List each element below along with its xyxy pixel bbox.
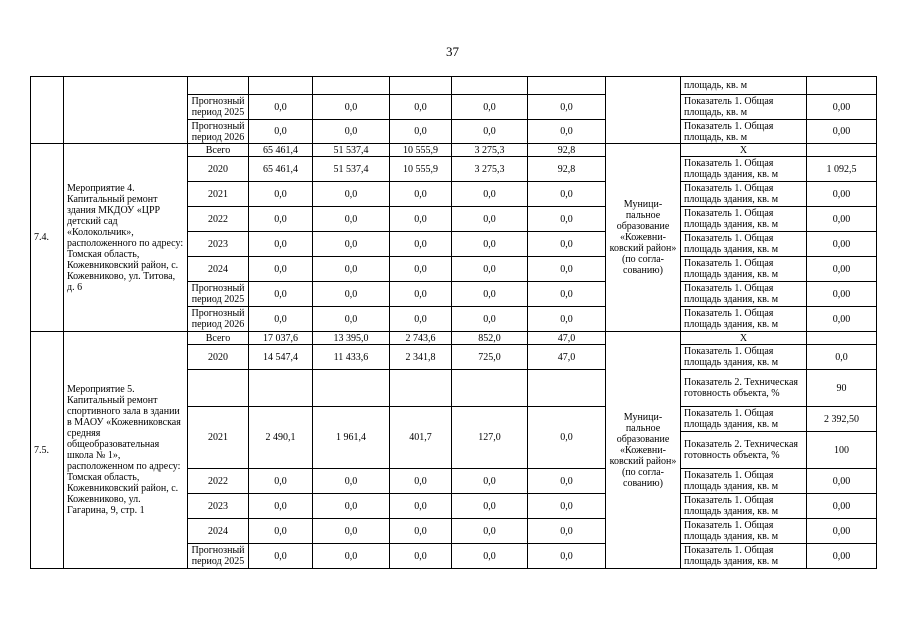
indicator-value: 100 [807, 432, 877, 469]
indicator-value: 0,00 [807, 182, 877, 207]
year-cell: Прогнозный период 2026 [188, 120, 249, 144]
indicator-value: 0,00 [807, 282, 877, 307]
indicator-cell: Х [681, 144, 807, 157]
indicator-value: 0,0 [807, 345, 877, 370]
indicator-value: 0,00 [807, 120, 877, 144]
indicator-value: 0,00 [807, 494, 877, 519]
indicator-cell: площадь, кв. м [681, 77, 807, 95]
indicator-cell: Показатель 1. Общая площадь здания, кв. м [681, 494, 807, 519]
indicator-value: 2 392,50 [807, 407, 877, 432]
year-cell: Всего [188, 144, 249, 157]
year-cell: 2020 [188, 345, 249, 370]
indicator-cell: Показатель 1. Общая площадь здания, кв. м [681, 232, 807, 257]
table-row: 2022 0,0 0,0 0,0 0,0 0,0 Показатель 1. Общая площадь здания, кв. м 0,00 [31, 207, 877, 232]
year-cell: Прогнозный период 2025 [188, 282, 249, 307]
num-cell-prev [31, 77, 64, 144]
indicator-value: 0,00 [807, 544, 877, 569]
indicator-value: 0,00 [807, 519, 877, 544]
indicator-cell: Показатель 2. Техническая готовность объекта, % [681, 432, 807, 469]
executor-cell-prev [606, 77, 681, 144]
page-number: 37 [446, 44, 459, 59]
indicator-cell: Показатель 1. Общая площадь здания, кв. м [681, 407, 807, 432]
table-row: Прогнозный период 2025 0,0 0,0 0,0 0,0 0,0 Показатель 1. Общая площадь, кв. м 0,00 [31, 95, 877, 120]
table-row: 2024 0,0 0,0 0,0 0,0 0,0 Показатель 1. Общая площадь здания, кв. м 0,00 [31, 519, 877, 544]
table-row: 2024 0,0 0,0 0,0 0,0 0,0 Показатель 1. Общая площадь здания, кв. м 0,00 [31, 257, 877, 282]
year-cell: 2021 [188, 182, 249, 207]
indicator-value [807, 144, 877, 157]
indicator-cell: Показатель 2. Техническая готовность объекта, % [681, 370, 807, 407]
year-cell: 2023 [188, 494, 249, 519]
indicator-cell: Показатель 1. Общая площадь здания, кв. м [681, 182, 807, 207]
indicator-cell: Х [681, 332, 807, 345]
indicator-value: 0,00 [807, 469, 877, 494]
indicator-cell: Показатель 1. Общая площадь здания, кв. м [681, 469, 807, 494]
year-cell: Всего [188, 332, 249, 345]
table-row [31, 77, 877, 95]
table-row: Прогнозный период 2025 0,0 0,0 0,0 0,0 0,0 Показатель 1. Общая площадь здания, кв. м 0,00 [31, 282, 877, 307]
indicator-cell: Показатель 1. Общая площадь здания, кв. м [681, 519, 807, 544]
year-cell: 2024 [188, 257, 249, 282]
table-row: 2022 0,0 0,0 0,0 0,0 0,0 Показатель 1. Общая площадь здания, кв. м 0,00 [31, 469, 877, 494]
indicator-value: 1 092,5 [807, 157, 877, 182]
indicator-cell: Показатель 1. Общая площадь здания, кв. м [681, 345, 807, 370]
year-cell: 2022 [188, 469, 249, 494]
indicator-value: 0,00 [807, 207, 877, 232]
table-row: 2020 65 461,4 51 537,4 10 555,9 3 275,3 92,8 Показатель 1. Общая площадь здания, кв. м 1 092,5 [31, 157, 877, 182]
indicator-cell: Показатель 1. Общая площадь здания, кв. м [681, 257, 807, 282]
measure-name: Мероприятие 5. Капитальный ремонт спортивного зала в здании в МАОУ «Кожевниковская средняя общеобразовательная школа № 1», расположенном по адресу: Томская область, Кожевниковский район, с. Кожевниково, ул. Гагарина, 9, стр. 1 [64, 332, 188, 569]
name-cell-prev [64, 77, 188, 144]
executor: Муници-пальное образование «Кожевни-ковский район» (по согла-сованию) [606, 332, 681, 569]
year-cell: 2022 [188, 207, 249, 232]
table-row: Прогнозный период 2025 0,0 0,0 0,0 0,0 0,0 Показатель 1. Общая площадь здания, кв. м 0,00 [31, 544, 877, 569]
indicator-value: 0,00 [807, 95, 877, 120]
table-row: 2023 0,0 0,0 0,0 0,0 0,0 Показатель 1. Общая площадь здания, кв. м 0,00 [31, 494, 877, 519]
measure-name: Мероприятие 4. Капитальный ремонт здания МКДОУ «ЦРР детский сад «Колокольчик», расположенного по адресу: Томская область, Кожевниковский район, с. Кожевниково, ул. Титова, д. 6 [64, 144, 188, 332]
indicator-cell: Показатель 1. Общая площадь здания, кв. м [681, 282, 807, 307]
table-row: Прогнозный период 2026 0,0 0,0 0,0 0,0 0,0 Показатель 1. Общая площадь, кв. м 0,00 [31, 120, 877, 144]
year-cell: Прогнозный период 2025 [188, 95, 249, 120]
table-row: 2021 2 490,1 1 961,4 401,7 127,0 0,0 Показатель 1. Общая площадь здания, кв. м 2 392,50 [31, 407, 877, 432]
executor: Муници-пальное образование «Кожевни-ковский район» (по согла-сованию) [606, 144, 681, 332]
program-table [30, 76, 877, 569]
year-cell: 2020 [188, 157, 249, 182]
table-row: 7.5. Мероприятие 5. Капитальный ремонт спортивного зала в здании в МАОУ «Кожевниковская средняя общеобразовательная школа № 1», расположенном по адресу: Томская область, Кожевниковский район, с. Кожевниково, ул. Гагарина, 9, стр. 1 Всего 17 037,6 13 395,0 2 743,6 852,0 47,0 Муници-пальное образование «Кожевни-ковский район» (по согла-сованию) Х [31, 332, 877, 345]
table-row: 2020 14 547,4 11 433,6 2 341,8 725,0 47,0 Показатель 1. Общая площадь здания, кв. м 0,0 [31, 345, 877, 370]
year-cell: 2024 [188, 519, 249, 544]
indicator-value: 0,00 [807, 257, 877, 282]
indicator-cell: Показатель 1. Общая площадь здания, кв. м [681, 544, 807, 569]
indicator-cell: Показатель 1. Общая площадь, кв. м [681, 120, 807, 144]
indicator-value: 0,00 [807, 232, 877, 257]
table-row: Прогнозный период 2026 0,0 0,0 0,0 0,0 0,0 Показатель 1. Общая площадь здания, кв. м 0,00 [31, 307, 877, 332]
indicator-cell: Показатель 1. Общая площадь, кв. м [681, 95, 807, 120]
year-cell: 2023 [188, 232, 249, 257]
measure-number: 7.4. [31, 144, 64, 332]
indicator-cell: Показатель 1. Общая площадь здания, кв. м [681, 307, 807, 332]
year-cell: Прогнозный период 2026 [188, 307, 249, 332]
indicator-value: 90 [807, 370, 877, 407]
measure-number: 7.5. [31, 332, 64, 569]
indicator-value: 0,00 [807, 307, 877, 332]
indicator-value [807, 332, 877, 345]
year-cell: 2021 [188, 407, 249, 469]
table-row: 7.4. Мероприятие 4. Капитальный ремонт здания МКДОУ «ЦРР детский сад «Колокольчик», расположенного по адресу: Томская область, Кожевниковский район, с. Кожевниково, ул. Титова, д. 6 Всего 65 461,4 51 537,4 10 555,9 3 275,3 92,8 Муници-пальное образование «Кожевни-ковский район» (по согла-сованию) Х [31, 144, 877, 157]
table-row: 2021 0,0 0,0 0,0 0,0 0,0 Показатель 1. Общая площадь здания, кв. м 0,00 [31, 182, 877, 207]
indicator-cell: Показатель 1. Общая площадь здания, кв. м [681, 157, 807, 182]
year-cell: Прогнозный период 2025 [188, 544, 249, 569]
table-row: 2023 0,0 0,0 0,0 0,0 0,0 Показатель 1. Общая площадь здания, кв. м 0,00 [31, 232, 877, 257]
indicator-cell: Показатель 1. Общая площадь здания, кв. м [681, 207, 807, 232]
